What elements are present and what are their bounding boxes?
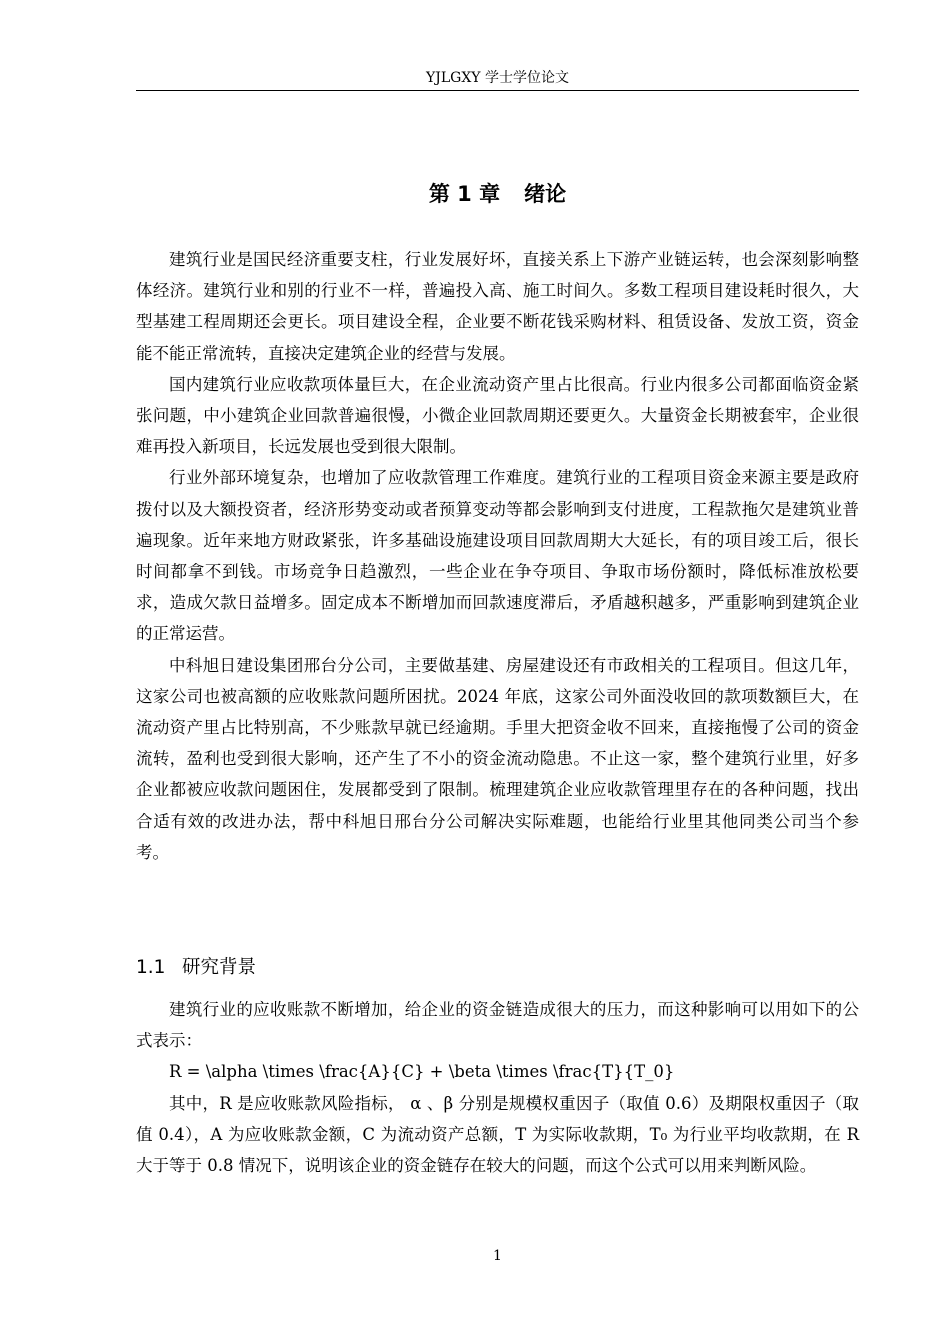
section-title: 研究背景 bbox=[182, 957, 257, 978]
chapter-title bbox=[136, 178, 859, 210]
header-rule bbox=[136, 90, 859, 91]
intro-paragraph-2: 国内建筑行业应收款项体量巨大，在企业流动资产里占比很高。行业内很多公司都面临资金紧张问题，中小建筑企业回款普遍很慢，小微企业回款周期还要更久。大量资金长期被套牢，企业很难再投入新项目，长远发展也受到很大限制。 bbox=[136, 374, 859, 457]
intro-paragraph-1: 建筑行业是国民经济重要支柱，行业发展好坏，直接关系上下游产业链运转，也会深刻影响整体经济。建筑行业和别的行业不一样，普遍投入高、施工时间久。多数工程项目建设耗时很久，大型基建工程周期还会更长。项目建设全程，企业要不断花钱采购材料、租赁设备、发放工资，资金能不能正常流转，直接决定建筑企业的经营与发展。 bbox=[136, 250, 859, 363]
section-lead-paragraph: 建筑行业的应收账款不断增加，给企业的资金链造成很大的压力，而这种影响可以用如下的公式表示： bbox=[136, 1000, 859, 1051]
section-heading bbox=[136, 952, 859, 984]
intro-text bbox=[136, 244, 859, 868]
intro-paragraph-3: 行业外部环境复杂，也增加了应收款管理工作难度。建筑行业的工程项目资金来源主要是政府拨付以及大额投资者，经济形势变动或者预算变动等都会影响到支付进度，工程款拖欠是建筑业普遍现象。近年来地方财政紧张，许多基础设施建设项目回款周期大大延长，有的项目竣工后，很长时间都拿不到钱。市场竞争日趋激烈，一些企业在争夺项目、争取市场份额时，降低标准放松要求，造成欠款日益增多。固定成本不断增加而回款速度滞后，矛盾越积越多，严重影响到建筑企业的正常运营。 bbox=[136, 468, 859, 644]
running-header: YJLGXY 学士学位论文 bbox=[426, 70, 569, 86]
chapter-number: 第 1 章 bbox=[428, 182, 501, 206]
chapter-name: 绪论 bbox=[524, 182, 567, 206]
risk-formula: R = \alpha \times \frac{A}{C} + \beta \times \frac{T}{T_0} bbox=[169, 1062, 675, 1082]
formula-explanation-paragraph: 其中，R 是应收账款风险指标， α 、β 分别是规模权重因子（取值 0.6）及期限权重因子（取值 0.4），A 为应收账款金额，C 为流动资产总额，T 为实际收款期，T₀ 为行业平均收款期，在 R 大于等于 0.8 情况下，说明该企业的资金链存在较大的问题，而这个公式可以用来判断风险。 bbox=[136, 1093, 859, 1176]
intro-paragraph-4: 中科旭日建设集团邢台分公司，主要做基建、房屋建设还有市政相关的工程项目。但这几年，这家公司也被高额的应收账款问题所困扰。2024 年底，这家公司外面没收回的款项数额巨大，在流动资产里占比特别高，不少账款早就已经逾期。手里大把资金收不回来，直接拖慢了公司的资金流转，盈利也受到很大影响，还产生了不小的资金流动隐患。不止这一家，整个建筑行业里，好多企业都被应收款问题困住，发展都受到了限制。梳理建筑企业应收款管理里存在的各种问题，找出合适有效的改进办法，帮中科旭日邢台分公司解决实际难题，也能给行业里其他同类公司当个参考。 bbox=[136, 655, 859, 862]
section-text bbox=[136, 994, 859, 1181]
section-number: 1.1 bbox=[136, 957, 166, 978]
page-number: 1 bbox=[493, 1248, 502, 1264]
